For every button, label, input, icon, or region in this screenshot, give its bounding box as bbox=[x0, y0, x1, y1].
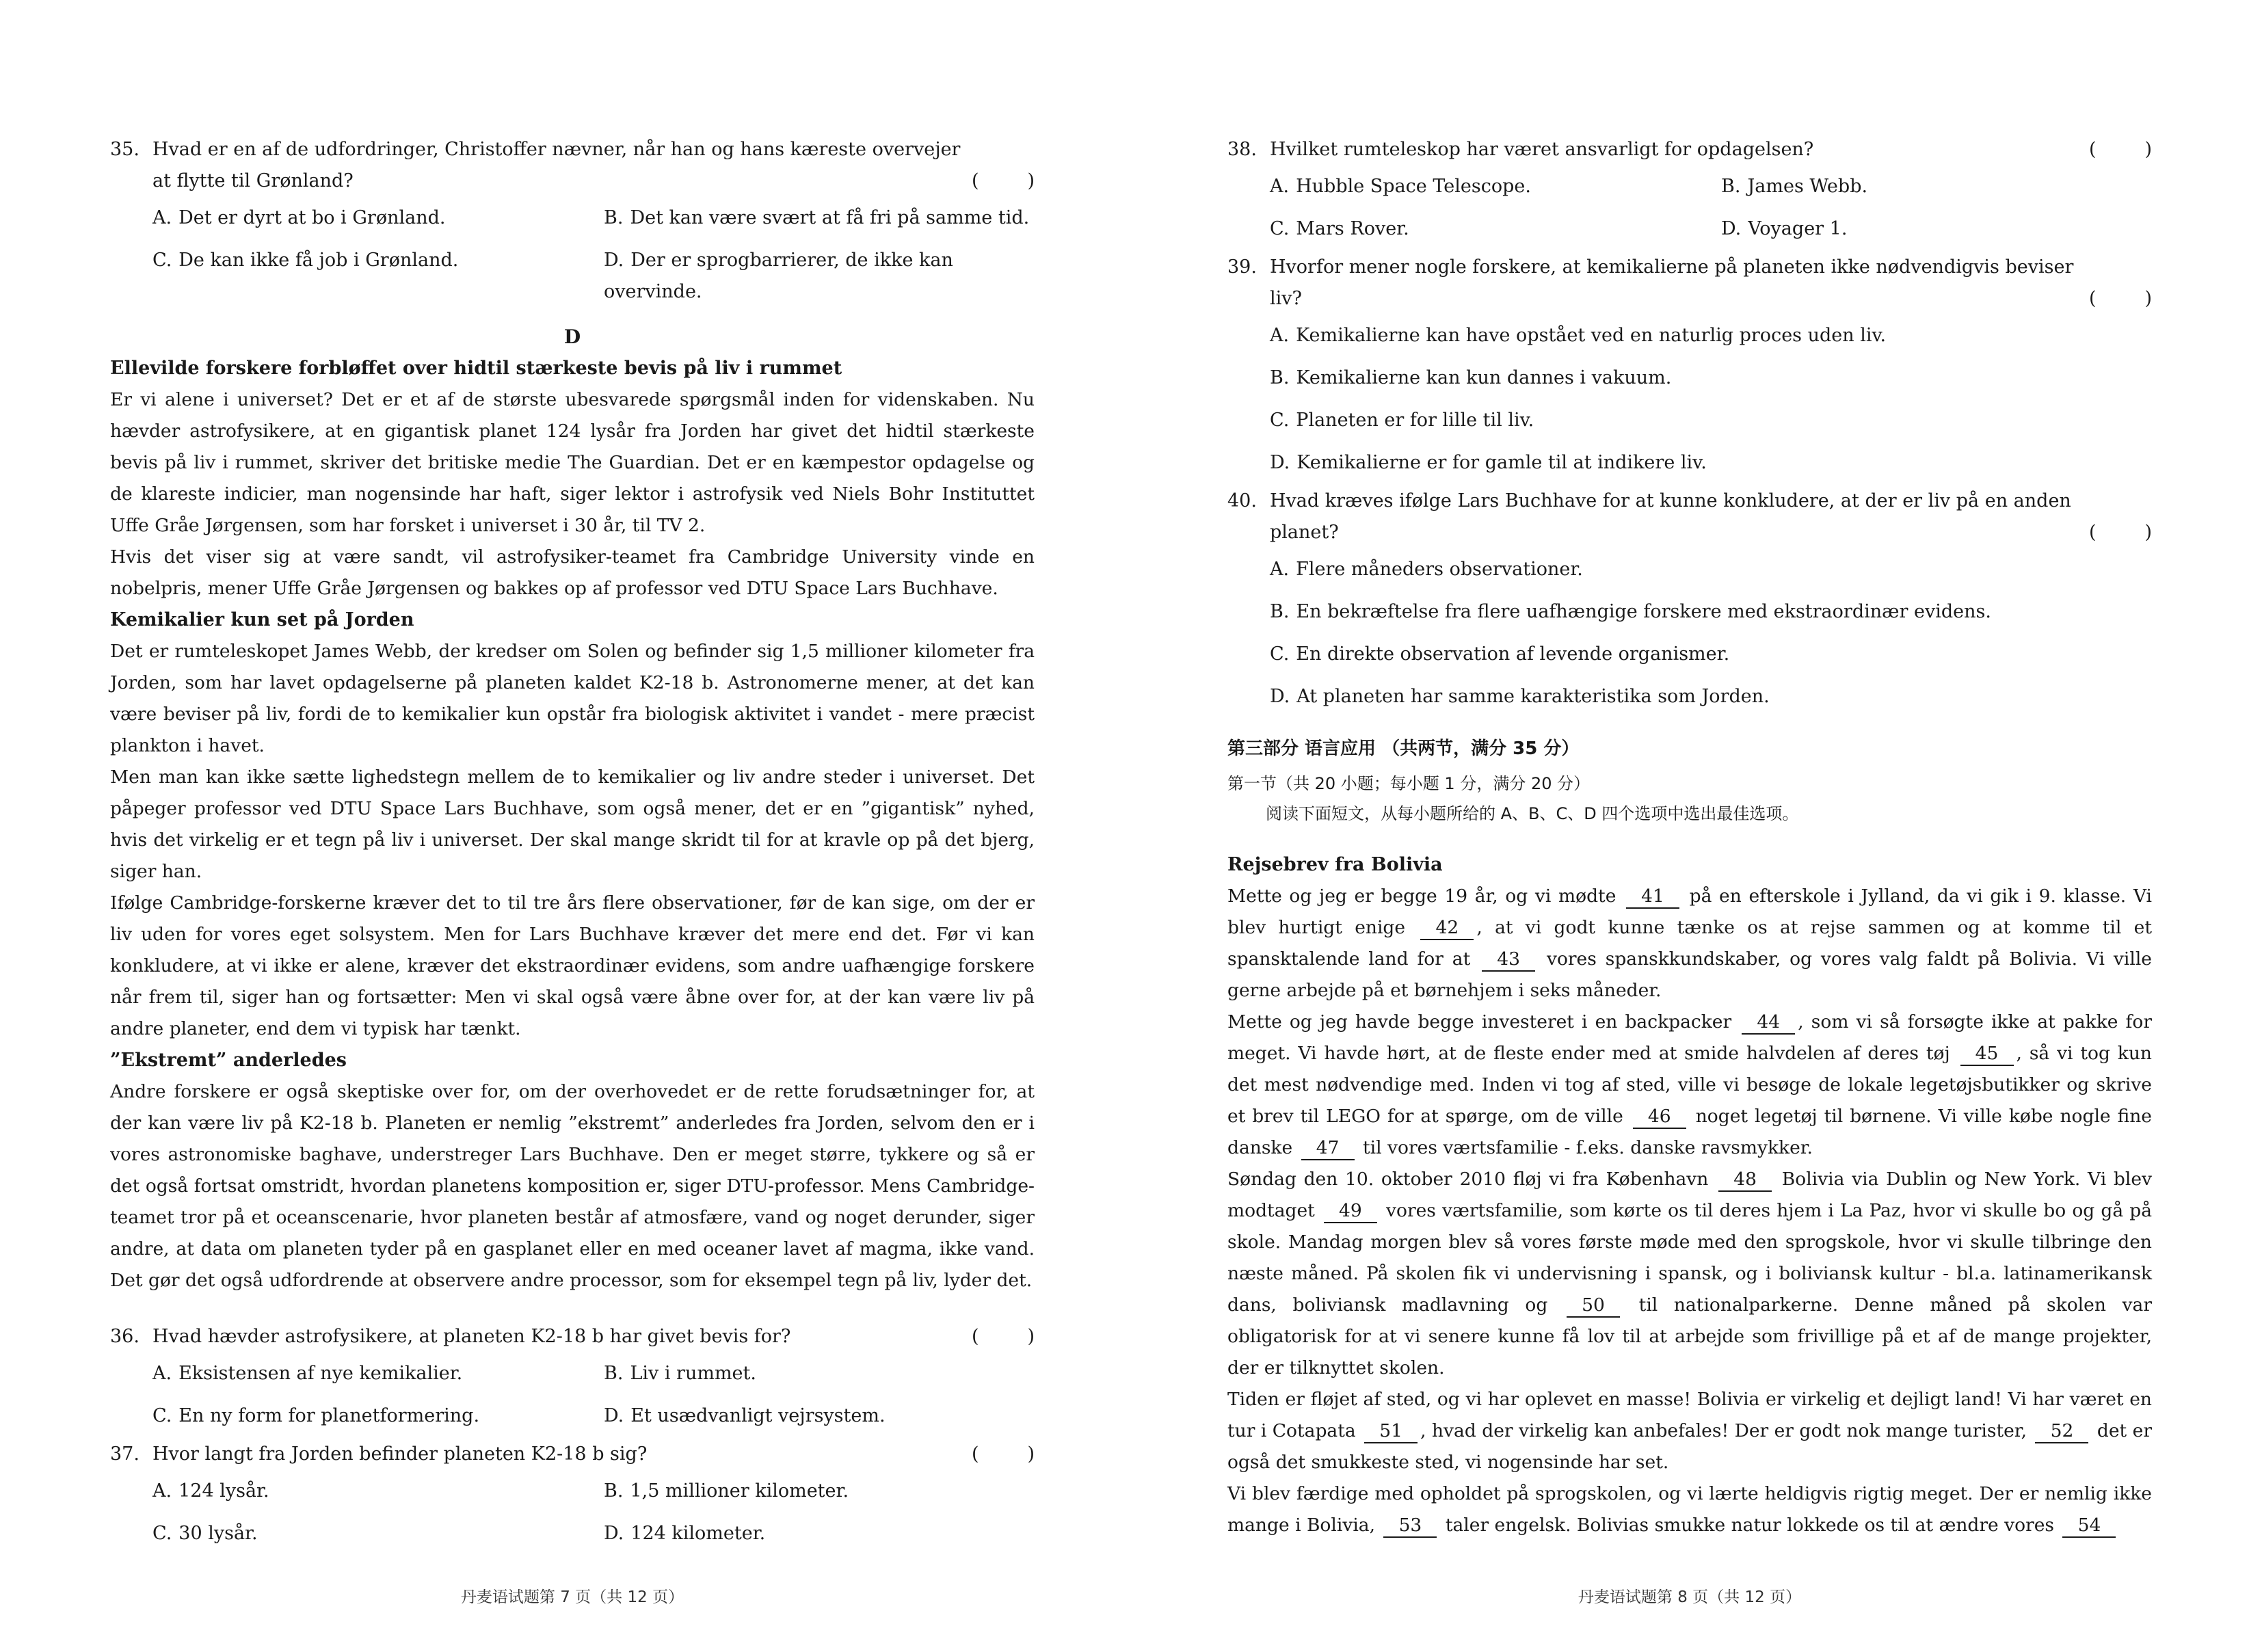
options-35 bbox=[110, 202, 1035, 308]
passage-text: , at vi godt kunne tænke os at rejse sammen og at komme til et spansktalende land for at bbox=[1227, 917, 2152, 970]
option-d[interactable] bbox=[1721, 213, 2152, 245]
bracket-glyph: ) bbox=[2144, 522, 2152, 543]
part-3-header bbox=[1227, 733, 2152, 829]
option-letter: C. bbox=[152, 1405, 172, 1426]
option-text: De kan ikke få job i Grønland. bbox=[178, 250, 459, 271]
option-c[interactable] bbox=[152, 1400, 604, 1432]
article-paragraph: Ifølge Cambridge-forskerne kræver det to til tre års flere observationer, før de kan sige, om der er liv uden for vores eget solsystem. Men for Lars Buchhave kræver det mere end det. Før vi kan konkludere, at vi ikke er alene, kræver det ekstraordinær evidens, som andre uafhængige forskere når frem til, siger han og fortsætter: Men vi skal også være åbne over for, at der kan være liv på andre planeter, end dem vi typisk har tænkt. bbox=[110, 892, 1035, 1039]
option-text: Det kan være svært at få fri på samme tid. bbox=[630, 207, 1030, 228]
passage-title: Rejsebrev fra Bolivia bbox=[1227, 854, 1443, 875]
option-letter: A. bbox=[1270, 325, 1290, 346]
option-text: Et usædvanligt vejrsystem. bbox=[630, 1405, 886, 1426]
answer-bracket[interactable] bbox=[2089, 517, 2152, 548]
option-text: Flere måneders observationer. bbox=[1296, 559, 1583, 580]
question-38 bbox=[1227, 134, 2152, 245]
option-text: Liv i rummet. bbox=[630, 1363, 756, 1384]
question-number: 38. bbox=[1227, 139, 1257, 160]
bracket-glyph: ( bbox=[972, 1326, 979, 1347]
article-title: Ellevilde forskere forbløffet over hidtil stærkeste bevis på liv i rummet bbox=[110, 358, 842, 379]
question-number: 36. bbox=[110, 1326, 139, 1347]
option-a[interactable] bbox=[152, 1476, 604, 1507]
option-d[interactable] bbox=[1270, 681, 2152, 712]
bracket-glyph: ( bbox=[972, 170, 979, 191]
article-subheading: ”Ekstremt” anderledes bbox=[110, 1050, 347, 1071]
passage-text: Vi blev færdige med opholdet på sprogskolen, og vi lærte heldigvis rigtig meget. Der er nemlig ikke mange i Bolivia, bbox=[1227, 1483, 2152, 1536]
option-a[interactable] bbox=[152, 1358, 604, 1389]
option-letter: D. bbox=[1270, 686, 1290, 707]
bracket-glyph: ) bbox=[1027, 1326, 1035, 1347]
option-d[interactable] bbox=[604, 245, 1035, 308]
cloze-blank-54[interactable]: 54 bbox=[2062, 1515, 2116, 1538]
options-38 bbox=[1227, 171, 2152, 245]
bracket-glyph: ( bbox=[2089, 522, 2097, 543]
option-b[interactable] bbox=[604, 1476, 1035, 1507]
cloze-blank-41[interactable]: 41 bbox=[1626, 885, 1679, 909]
option-d[interactable] bbox=[604, 1400, 1035, 1432]
article-paragraph: Er vi alene i universet? Det er et af de største ubesvarede spørgsmål inden for videnskaben. Nu hævder astrofysikere, at en gigantisk planet 124 lysår fra Jorden har givet det hidtil stærkeste bevis på liv i rummet, skriver det britiske medie The Guardian. Det er en kæmpestor opdagelse og de klareste indicier, man nogensinde har haft, siger lektor i astrofysik ved Niels Bohr Instituttet Uffe Gråe Jørgensen, som har forsket i universet i 30 år, til TV 2. bbox=[110, 389, 1035, 536]
question-stem: Hvor langt fra Jorden befinder planeten K2-18 b sig? bbox=[152, 1443, 648, 1465]
option-c[interactable] bbox=[1270, 213, 1721, 245]
bracket-glyph: ) bbox=[2144, 139, 2152, 160]
option-letter: D. bbox=[1721, 218, 1742, 239]
question-40 bbox=[1227, 485, 2152, 712]
option-b[interactable] bbox=[1270, 596, 2152, 628]
option-letter: A. bbox=[152, 1363, 172, 1384]
question-stem: Hvad hævder astrofysikere, at planeten K2-18 b har givet bevis for? bbox=[152, 1326, 791, 1347]
cloze-blank-50[interactable]: 50 bbox=[1567, 1294, 1620, 1318]
article-paragraph: Andre forskere er også skeptiske over for, om der overhovedet er de rette forudsætninger for, at der kan være liv på K2-18 b. Planeten er nemlig ”ekstremt” anderledes fra Jorden, selvom den er i vores astronomiske baghave, understreger Lars Buchhave. Den er meget større, tykkere og så er det også fortsat omstridt, hvordan planetens komposition er, siger DTU-professor. Mens Cambridge-teamet tror på et oceanscenarie, hvor planeten består af atmosfære, vand og noget derunder, siger andre, at data om planeten tyder på en gasplanet eller en med oceaner lavet af magma, ikke vand. Det gør det også udfordrende at observere andre processor, som for eksempel tegn på liv, lyder det. bbox=[110, 1081, 1035, 1291]
cloze-blank-51[interactable]: 51 bbox=[1364, 1420, 1418, 1443]
passage-text: det er også det smukkeste sted, vi nogensinde har set. bbox=[1227, 1420, 2152, 1473]
question-36 bbox=[110, 1321, 1035, 1432]
option-letter: D. bbox=[604, 250, 624, 271]
options-39 bbox=[1227, 320, 2152, 479]
option-text: En direkte observation af levende organismer. bbox=[1296, 643, 1730, 665]
passage-paragraph bbox=[1227, 1007, 2152, 1164]
question-number: 39. bbox=[1227, 256, 1257, 278]
question-stem: Hvilket rumteleskop har været ansvarligt for opdagelsen? bbox=[1270, 139, 1814, 160]
option-text: Det er dyrt at bo i Grønland. bbox=[178, 207, 446, 228]
question-number: 37. bbox=[110, 1443, 139, 1465]
options-37 bbox=[110, 1476, 1035, 1549]
option-letter: A. bbox=[1270, 559, 1290, 580]
passage-text: vores værtsfamilie, som kørte os til deres hjem i La Paz, hvor vi skulle bo og gå på skole. Mandag morgen blev så vores første møde med den sprogskole, hvor vi skulle tilbringe den næste måned. På skolen fik vi undervisning i spansk, og i boliviansk kultur - bl.a. latinamerikansk dans, boliviansk madlavning og bbox=[1227, 1200, 2152, 1316]
left-page bbox=[110, 134, 1035, 1611]
instructions: 阅读下面短文，从每小题所给的 A、B、C、D 四个选项中选出最佳选项。 bbox=[1266, 804, 1799, 823]
answer-bracket[interactable] bbox=[972, 1439, 1035, 1470]
bracket-glyph: ( bbox=[2089, 288, 2097, 309]
option-letter: B. bbox=[604, 1363, 624, 1384]
option-text: Kemikalierne kan kun dannes i vakuum. bbox=[1296, 367, 1672, 388]
option-b[interactable] bbox=[1721, 171, 2152, 202]
option-d[interactable] bbox=[604, 1518, 1035, 1549]
option-letter: B. bbox=[1721, 176, 1741, 197]
passage-text: noget legetøj til børnene. Vi ville købe nogle fine danske bbox=[1227, 1106, 2152, 1158]
option-letter: B. bbox=[604, 1480, 624, 1502]
passage-text: på en efterskole i Jylland, da vi gik i 9. klasse. Vi blev hurtigt enige bbox=[1227, 885, 2152, 938]
option-letter: B. bbox=[1270, 601, 1290, 622]
option-letter: D. bbox=[604, 1405, 624, 1426]
option-text: James Webb. bbox=[1747, 176, 1868, 197]
option-b[interactable] bbox=[604, 202, 1035, 234]
option-c[interactable] bbox=[1270, 639, 2152, 670]
passage-paragraph bbox=[1227, 881, 2152, 1007]
question-39 bbox=[1227, 252, 2152, 479]
cloze-blank-53[interactable]: 53 bbox=[1383, 1515, 1437, 1538]
answer-bracket[interactable] bbox=[972, 165, 1035, 197]
option-text: Eksistensen af nye kemikalier. bbox=[178, 1363, 463, 1384]
option-text: Hubble Space Telescope. bbox=[1296, 176, 1531, 197]
option-letter: C. bbox=[1270, 643, 1290, 665]
option-letter: D. bbox=[1270, 452, 1290, 473]
cloze-blank-48[interactable]: 48 bbox=[1718, 1169, 1772, 1192]
article-subheading: Kemikalier kun set på Jorden bbox=[110, 609, 414, 630]
passage-text: taler engelsk. Bolivias smukke natur lokkede os til at ændre vores bbox=[1439, 1515, 2060, 1536]
question-number: 35. bbox=[110, 139, 139, 160]
answer-bracket[interactable] bbox=[2089, 134, 2152, 165]
bracket-glyph: ) bbox=[1027, 170, 1035, 191]
option-text: 30 lysår. bbox=[178, 1523, 258, 1544]
option-letter: D. bbox=[604, 1523, 624, 1544]
option-text: 1,5 millioner kilometer. bbox=[630, 1480, 849, 1502]
option-a[interactable] bbox=[1270, 171, 1721, 202]
passage-text: til nationalparkerne. Denne måned på skolen var obligatorisk for at vi senere kunne få lov til at arbejde som frivillige på et af de mange projekter, der er tilknyttet skolen. bbox=[1227, 1294, 2152, 1378]
cloze-blank-44[interactable]: 44 bbox=[1742, 1011, 1795, 1035]
cloze-blank-43[interactable]: 43 bbox=[1482, 948, 1535, 972]
passage-text: , hvad der virkelig kan anbefales! Der er godt nok mange turister, bbox=[1420, 1420, 2033, 1441]
option-text: En bekræftelse fra flere uafhængige forskere med ekstraordinær evidens. bbox=[1296, 601, 1991, 622]
option-letter: A. bbox=[152, 1480, 172, 1502]
option-letter: C. bbox=[152, 250, 172, 271]
question-stem: Hvorfor mener nogle forskere, at kemikalierne på planeten ikke nødvendigvis beviser liv? bbox=[1270, 256, 2074, 309]
cloze-blank-47[interactable]: 47 bbox=[1301, 1137, 1355, 1160]
right-page bbox=[1227, 134, 2152, 1611]
article-paragraph: Det er rumteleskopet James Webb, der kredser om Solen og befinder sig 1,5 millioner kilometer fra Jorden, som har lavet opdagelserne på planeten kaldet K2-18 b. Astronomerne mener, at det kan være beviser på liv, fordi de to kemikalier kun opstår fra biologisk aktivitet i vandet - mere præcist plankton i havet. bbox=[110, 641, 1035, 756]
passage-text: Tiden er fløjet af sted, og vi har oplevet en masse! Bolivia er virkelig et dejligt land! Vi har været en tur i Cotapata bbox=[1227, 1389, 2152, 1441]
passage-paragraph bbox=[1227, 1478, 2152, 1541]
cloze-passage bbox=[1227, 849, 2152, 1541]
option-a[interactable] bbox=[152, 202, 604, 234]
article-paragraph: Men man kan ikke sætte lighedstegn mellem de to kemikalier og liv andre steder i universet. Det påpeger professor ved DTU Space Lars Buchhave, som også mener, det er en ”gigantisk” nyhed, hvis det virkelig er et tegn på liv i universet. Der skal mange skridt til for at kravle op på det bjerg, siger han. bbox=[110, 767, 1035, 882]
page-footer: 丹麦语试题第 7 页（共 12 页） bbox=[460, 1588, 684, 1606]
option-text: Der er sprogbarrierer, de ikke kan overvinde. bbox=[604, 250, 953, 302]
passage-paragraph bbox=[1227, 1384, 2152, 1478]
right-page-content bbox=[1227, 134, 2152, 1556]
cloze-blank-49[interactable]: 49 bbox=[1324, 1200, 1377, 1223]
question-37 bbox=[110, 1439, 1035, 1549]
option-b[interactable] bbox=[1270, 362, 2152, 394]
passage-text: Mette og jeg havde begge investeret i en backpacker bbox=[1227, 1011, 1740, 1032]
bracket-glyph: ) bbox=[2144, 288, 2152, 309]
passage-text: vores spanskkundskaber, og vores valg faldt på Bolivia. Vi ville gerne arbejde på et børnehjem i seks måneder. bbox=[1227, 948, 2152, 1001]
option-c[interactable] bbox=[1270, 405, 2152, 436]
passage-paragraph bbox=[1227, 1164, 2152, 1384]
page-footer: 丹麦语试题第 8 页（共 12 页） bbox=[1578, 1588, 1802, 1606]
option-letter: C. bbox=[152, 1523, 172, 1544]
option-c[interactable] bbox=[152, 245, 604, 308]
passage-text: , så vi tog kun det mest nødvendige med. Inden vi tog af sted, ville vi besøge de lokale legetøjsbutikker og skrive et brev til LEGO for at spørge, om de ville bbox=[1227, 1043, 2152, 1127]
option-letter: A. bbox=[152, 207, 172, 228]
section-letter: D bbox=[563, 325, 581, 348]
option-text: 124 lysår. bbox=[178, 1480, 269, 1502]
question-stem: Hvad kræves ifølge Lars Buchhave for at kunne konkludere, at der er liv på en anden planet? bbox=[1270, 490, 2071, 543]
passage-text: Mette og jeg er begge 19 år, og vi mødte bbox=[1227, 885, 1624, 907]
cloze-blank-46[interactable]: 46 bbox=[1633, 1106, 1686, 1129]
option-text: Mars Rover. bbox=[1296, 218, 1409, 239]
option-b[interactable] bbox=[604, 1358, 1035, 1389]
option-letter: A. bbox=[1270, 176, 1290, 197]
bracket-glyph: ( bbox=[2089, 139, 2097, 160]
question-35 bbox=[110, 134, 1035, 308]
part-title: 第三部分 语言应用 （共两节，满分 35 分） bbox=[1227, 738, 1580, 759]
option-text: Kemikalierne kan have opstået ved en naturlig proces uden liv. bbox=[1296, 325, 1887, 346]
left-page-content bbox=[110, 134, 1035, 1556]
section-title: 第一节（共 20 小题；每小题 1 分，满分 20 分） bbox=[1227, 774, 1591, 793]
passage-text: Bolivia via Dublin og New York. Vi blev modtaget bbox=[1227, 1169, 2152, 1221]
cloze-blank-45[interactable]: 45 bbox=[1960, 1043, 2014, 1066]
option-a[interactable] bbox=[1270, 320, 2152, 351]
option-letter: C. bbox=[1270, 218, 1290, 239]
option-text: At planeten har samme karakteristika som Jorden. bbox=[1296, 686, 1770, 707]
question-stem: Hvad er en af de udfordringer, Christoffer nævner, når han og hans kæreste overvejer at flytte til Grønland? bbox=[152, 139, 961, 191]
option-text: Kemikalierne er for gamle til at indikere liv. bbox=[1296, 452, 1707, 473]
cloze-blank-42[interactable]: 42 bbox=[1420, 917, 1474, 940]
options-40 bbox=[1227, 554, 2152, 712]
passage-text: , som vi så forsøgte ikke at pakke for meget. Vi havde hørt, at de fleste ender med at smide halvdelen af deres tøj bbox=[1227, 1011, 2152, 1064]
article-paragraph: Hvis det viser sig at være sandt, vil astrofysiker-teamet fra Cambridge University vinde en nobelpris, mener Uffe Gråe Jørgensen og bakkes op af professor ved DTU Space Lars Buchhave. bbox=[110, 546, 1035, 599]
options-36 bbox=[110, 1358, 1035, 1432]
option-letter: C. bbox=[1270, 410, 1290, 431]
option-c[interactable] bbox=[152, 1518, 604, 1549]
option-a[interactable] bbox=[1270, 554, 2152, 585]
bracket-glyph: ( bbox=[972, 1443, 979, 1465]
option-letter: B. bbox=[1270, 367, 1290, 388]
option-d[interactable] bbox=[1270, 447, 2152, 479]
option-text: Voyager 1. bbox=[1748, 218, 1848, 239]
passage-text: Søndag den 10. oktober 2010 fløj vi fra København bbox=[1227, 1169, 1716, 1190]
option-text: En ny form for planetformering. bbox=[178, 1405, 480, 1426]
answer-bracket[interactable] bbox=[2089, 283, 2152, 315]
article bbox=[110, 353, 1035, 1296]
answer-bracket[interactable] bbox=[972, 1321, 1035, 1353]
question-number: 40. bbox=[1227, 490, 1257, 511]
cloze-blank-52[interactable]: 52 bbox=[2035, 1420, 2088, 1443]
option-text: 124 kilometer. bbox=[630, 1523, 766, 1544]
bracket-glyph: ) bbox=[1027, 1443, 1035, 1465]
option-text: Planeten er for lille til liv. bbox=[1296, 410, 1534, 431]
passage-text: til vores værtsfamilie - f.eks. danske ravsmykker. bbox=[1357, 1137, 1813, 1158]
option-letter: B. bbox=[604, 207, 624, 228]
